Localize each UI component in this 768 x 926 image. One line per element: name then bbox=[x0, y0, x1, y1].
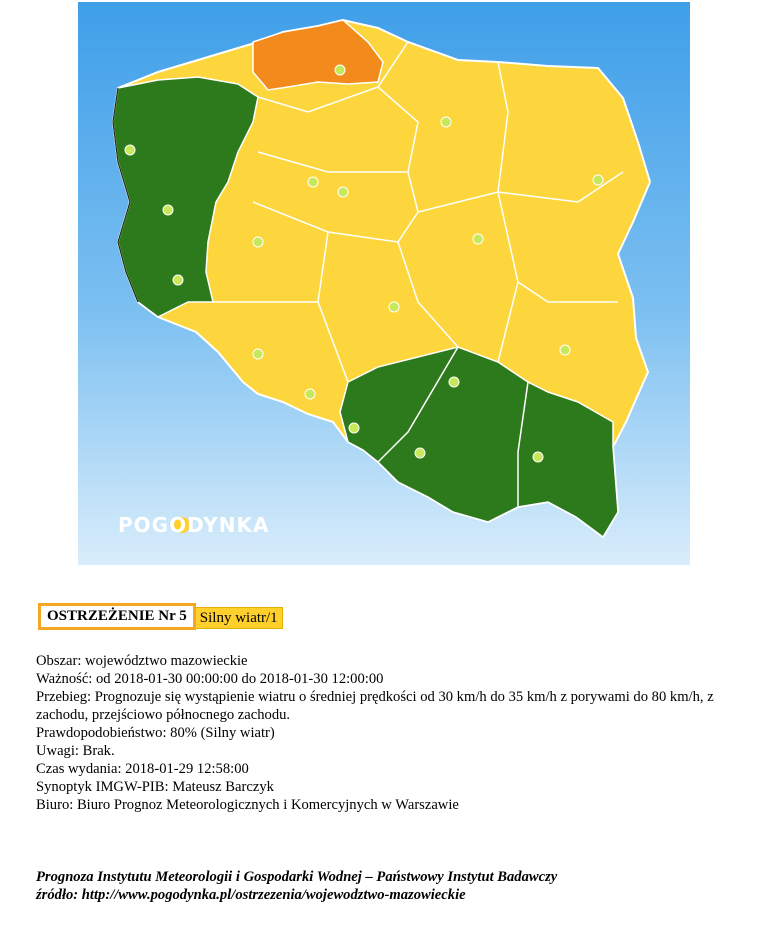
detail-probability: Prawdopodobieństwo: 80% (Silny wiatr) bbox=[36, 725, 275, 741]
warning-title: OSTRZEŻENIE Nr 5 bbox=[38, 603, 196, 630]
city-dot bbox=[163, 205, 173, 215]
city-dot bbox=[389, 302, 399, 312]
warning-header bbox=[38, 603, 283, 630]
warning-map bbox=[78, 2, 690, 565]
warning-type-badge: Silny wiatr/1 bbox=[196, 607, 283, 629]
city-dot bbox=[533, 452, 543, 462]
city-dot bbox=[473, 234, 483, 244]
city-dot bbox=[349, 423, 359, 433]
city-dot bbox=[338, 187, 348, 197]
detail-office: Biuro: Biuro Prognoz Meteorologicznych i Komercyjnych w Warszawie bbox=[36, 797, 459, 813]
city-dot bbox=[253, 237, 263, 247]
city-dot bbox=[308, 177, 318, 187]
detail-remarks: Uwagi: Brak. bbox=[36, 743, 115, 759]
detail-course: Przebieg: Prognozuje się wystąpienie wiatru o średniej prędkości od 30 km/h do 35 km/h z porywami do 80 km/h, z zachodu, przejściowo północnego zachodu. bbox=[36, 689, 714, 723]
city-dot bbox=[449, 377, 459, 387]
detail-forecaster: Synoptyk IMGW-PIB: Mateusz Barczyk bbox=[36, 779, 274, 795]
pogodynka-logo bbox=[118, 513, 269, 537]
source-footer bbox=[36, 868, 736, 904]
city-dot bbox=[441, 117, 451, 127]
city-dot bbox=[335, 65, 345, 75]
source-url[interactable]: źródło: http://www.pogodynka.pl/ostrzezenia/wojewodztwo-mazowieckie bbox=[36, 887, 466, 903]
source-institute: Prognoza Instytutu Meteorologii i Gospodarki Wodnej – Państwowy Instytut Badawczy bbox=[36, 869, 558, 885]
city-dot bbox=[253, 349, 263, 359]
city-dot bbox=[305, 389, 315, 399]
city-dot bbox=[125, 145, 135, 155]
warning-details bbox=[36, 652, 736, 814]
city-dot bbox=[173, 275, 183, 285]
detail-issue-time: Czas wydania: 2018-01-29 12:58:00 bbox=[36, 761, 249, 777]
city-dot bbox=[415, 448, 425, 458]
city-dot bbox=[593, 175, 603, 185]
city-dot bbox=[560, 345, 570, 355]
logo-text: POGODYNKA bbox=[118, 513, 270, 537]
detail-area: Obszar: województwo mazowieckie bbox=[36, 653, 248, 669]
detail-validity: Ważność: od 2018-01-30 00:00:00 do 2018-01-30 12:00:00 bbox=[36, 671, 384, 687]
